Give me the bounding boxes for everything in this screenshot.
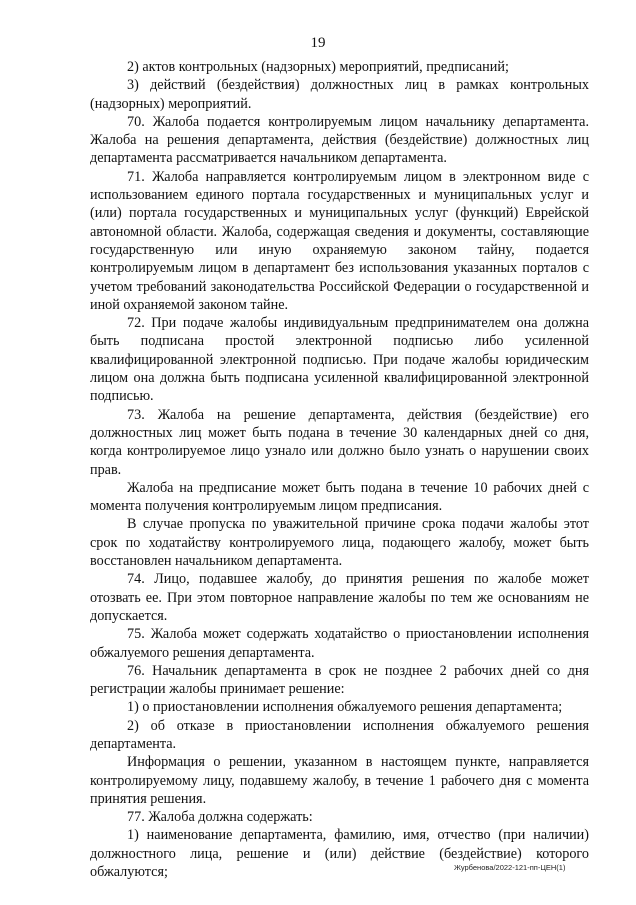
paragraph-75: 75. Жалоба может содержать ходатайство о приостановлении исполнения обжалуемого решения департамента. [90,626,589,661]
paragraph-76-item-2: 2) об отказе в приостановлении исполнения обжалуемого решения департамента. [90,717,589,752]
paragraph-70: 70. Жалоба подается контролируемым лицом начальнику департамента. Жалоба на решения департамента, действия (бездействие) должностных лиц департамента рассматривается начальником департамента. [90,113,589,167]
paragraph-74: 74. Лицо, подавшее жалобу, до принятия решения по жалобе может отозвать ее. При этом повторное направление жалобы по тем же основаниям не допускается. [90,571,589,624]
document-body [90,58,589,881]
paragraph-76-item-1: 1) о приостановлении исполнения обжалуемого решения департамента; [127,699,563,716]
footer-document-reference: Журбенова/2022-121-пп-ЦЕН(1) [454,863,566,872]
paragraph-73: 73. Жалоба на решение департамента, действия (бездействие) его должностных лиц может быть подана в течение 30 календарных дней со дня, когда контролируемое лицо узнало или должно было узнать о нарушении своих прав. [90,406,589,478]
paragraph-71: 71. Жалоба направляется контролируемым лицом в электронном виде с использованием единого портала государственных и муниципальных услуг и (или) портала государственных и муниципальных услуг (функций) Еврейской автономной области. Жалоба, содержащая сведения и документы, составляющие государственную или иную охраняемую законом тайну, подается контролируемым лицом в департамент без использования указанных порталов с учетом требований законодательства Российской Федерации о государственной и иной охраняемой законом тайне. [90,168,589,313]
paragraph-item-2: 2) актов контрольных (надзорных) мероприятий, предписаний; [127,59,509,75]
paragraph-73-prescription: Жалоба на предписание может быть подана в течение 10 рабочих дней с момента получения контролируемым лицом предписания. [90,479,589,515]
paragraph-76-information: Информация о решении, указанном в настоящем пункте, направляется контролируемому лицу, подавшему жалобу, в течение 1 рабочего дня с момента принятия решения. [90,754,589,807]
paragraph-72: 72. При подаче жалобы индивидуальным предпринимателем она должна быть подписана простой электронной подписью либо усиленной квалифицированной электронной подписью. При подаче жалобы юридическим лицом она должна быть подписана усиленной квалифицированной электронной подписью. [90,315,589,405]
page-number: 19 [310,35,326,51]
paragraph-77: 77. Жалоба должна содержать: [127,809,313,826]
paragraph-73-missed-deadline: В случае пропуска по уважительной причине срока подачи жалобы этот срок по ходатайству контролируемого лица, подающего жалобу, может быть восстановлен начальником департамента. [90,516,589,570]
paragraph-76: 76. Начальник департамента в срок не позднее 2 рабочих дней со дня регистрации жалобы принимает решение: [90,662,589,698]
paragraph-77-item-1: 1) наименование департамента, фамилию, имя, отчество (при наличии) должностного лица, решение и (или) действие (бездействие) которого обжалуются; [90,827,589,881]
paragraph-item-3: 3) действий (бездействия) должностных лиц в рамках контрольных (надзорных) мероприятий. [90,77,589,112]
